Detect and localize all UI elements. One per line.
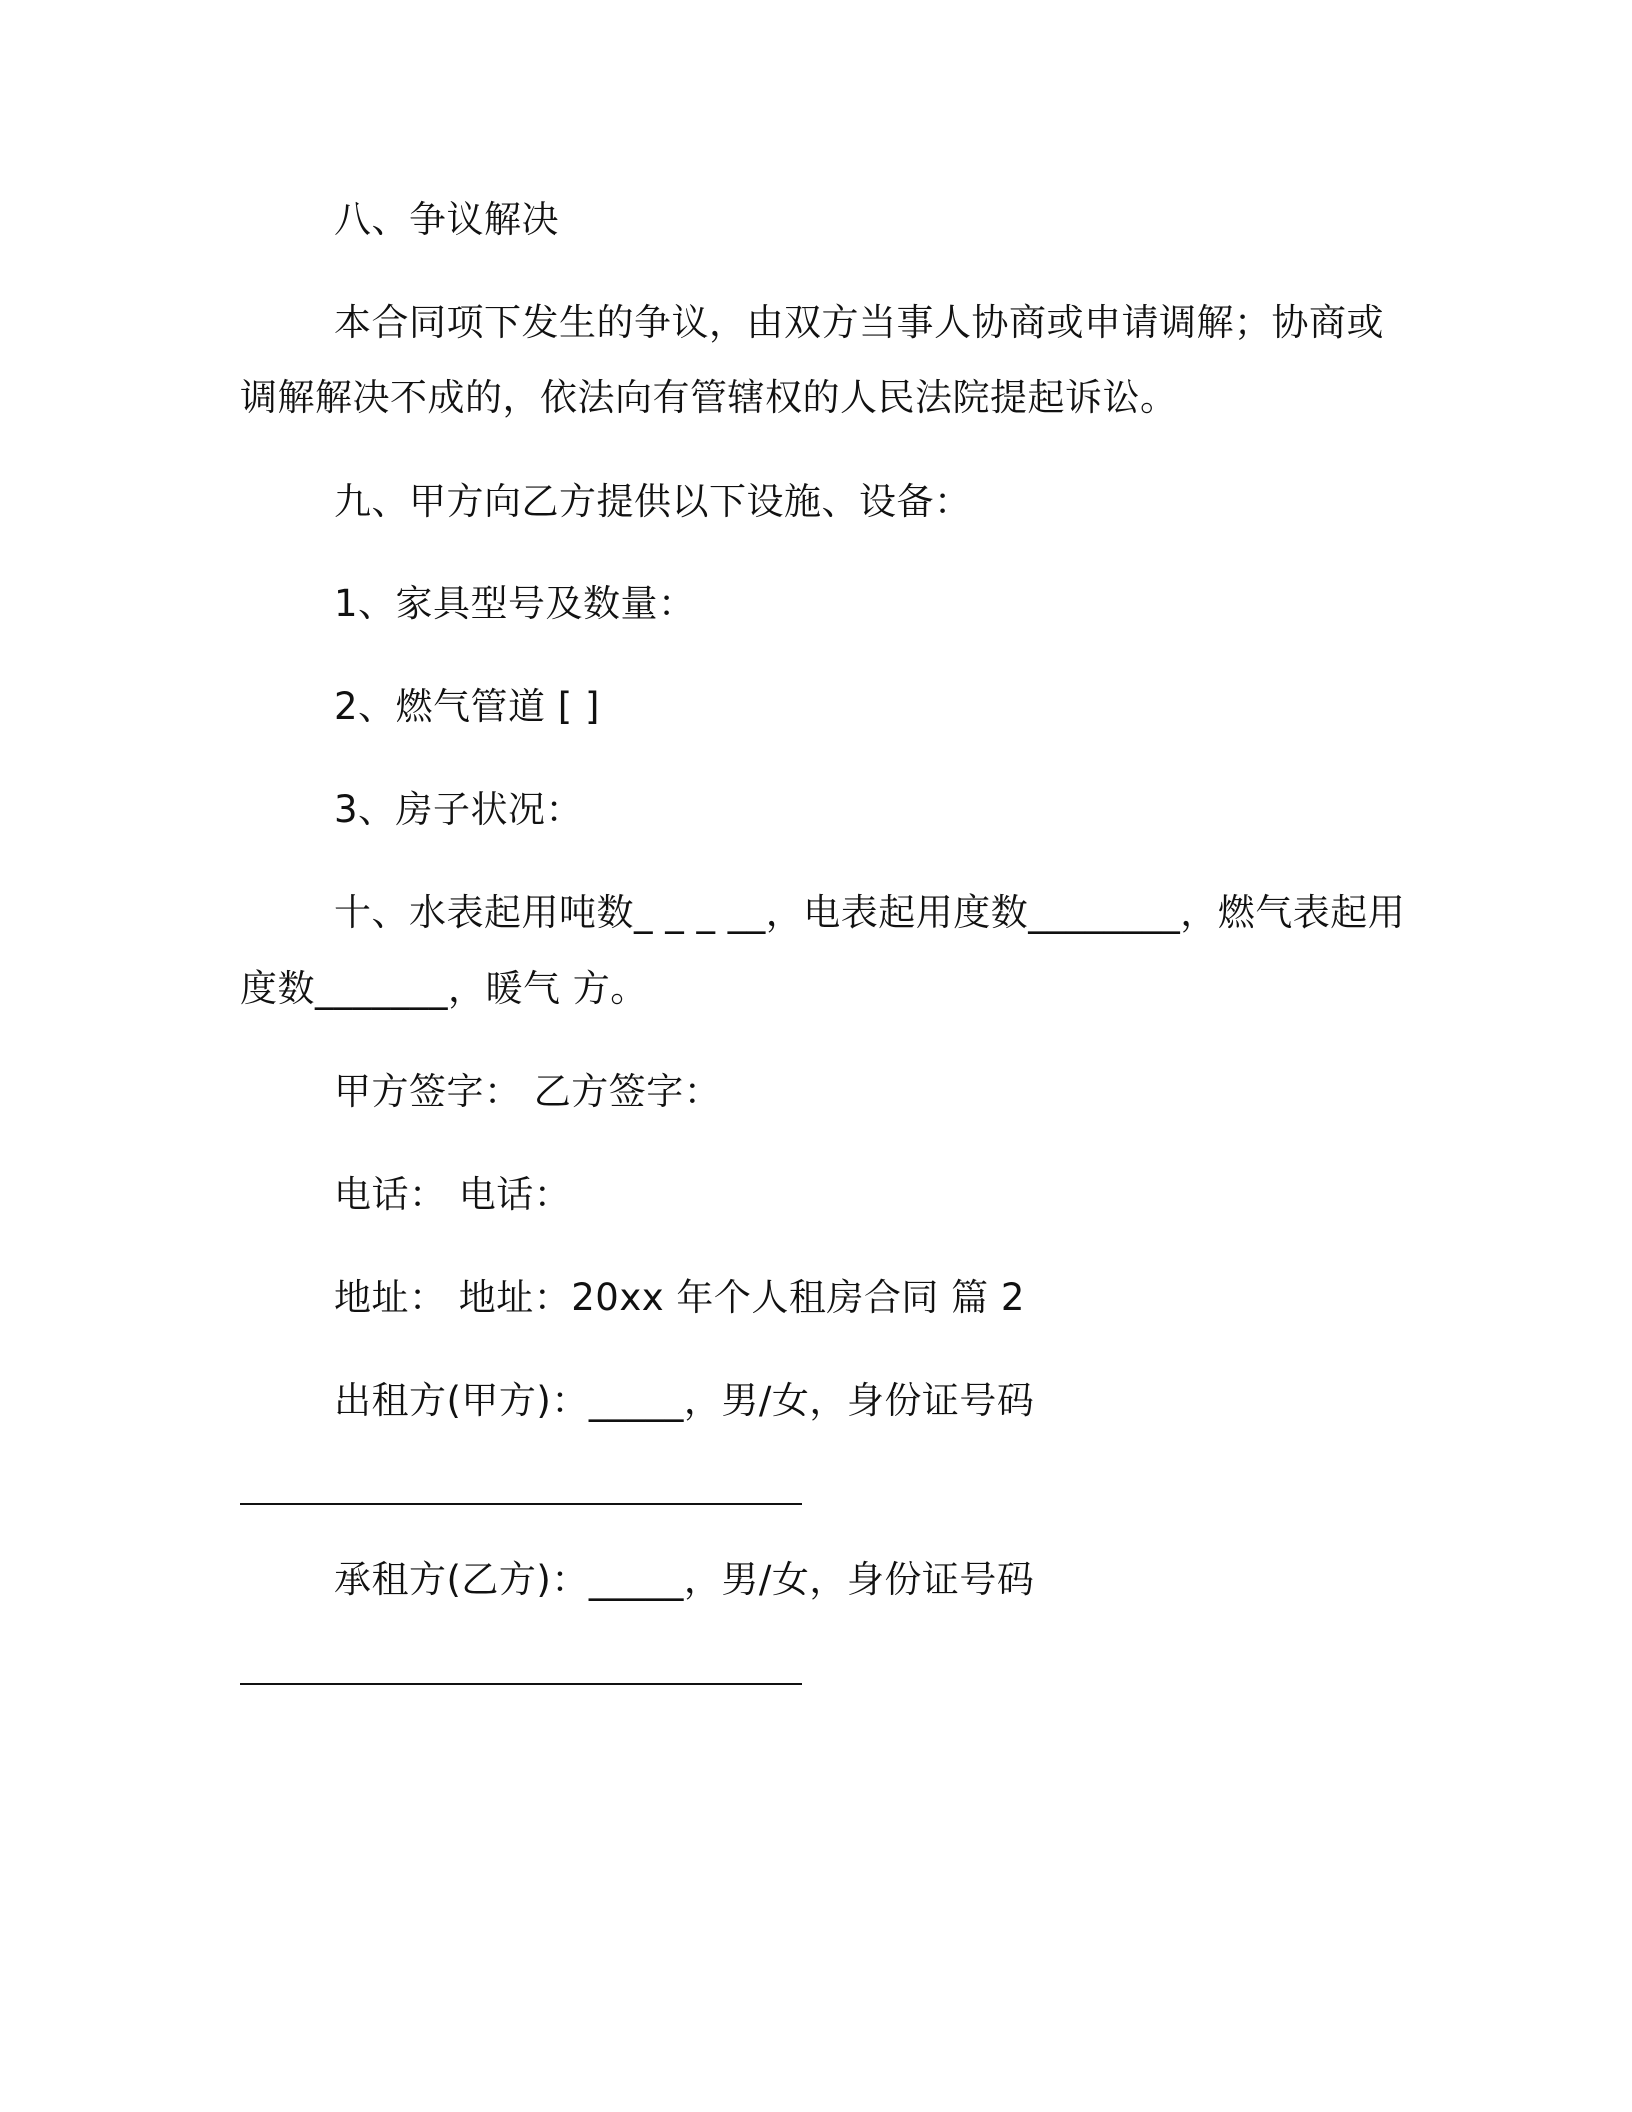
facility-item-gas-pipe: 2、燃气管道 [ ] [334, 685, 600, 728]
paragraph-dispute-line-2: 调解解决不成的，依法向有管辖权的人民法院提起诉讼。 [240, 376, 1178, 419]
section-meter-line-2: 度数_______，暖气 方。 [240, 967, 648, 1010]
phone-line: 电话： 电话： [334, 1173, 572, 1216]
facility-item-furniture: 1、家具型号及数量： [334, 582, 696, 625]
lessee-line: 承租方(乙方)：_____，男/女，身份证号码 [334, 1558, 1035, 1601]
section-meter-line-1: 十、水表起用吨数_ _ _ __，电表起用度数________，燃气表起用 [334, 891, 1406, 934]
lessee-id-blank-rule [240, 1683, 802, 1685]
section-heading-facilities: 九、甲方向乙方提供以下设施、设备： [334, 480, 972, 523]
section-heading-dispute: 八、争议解决 [334, 198, 559, 241]
address-line: 地址： 地址：20xx 年个人租房合同 篇 2 [334, 1276, 1025, 1319]
lessor-line: 出租方(甲方)：_____，男/女，身份证号码 [334, 1379, 1035, 1422]
paragraph-dispute-line-1: 本合同项下发生的争议，由双方当事人协商或申请调解；协商或 [334, 301, 1384, 344]
facility-item-house-condition: 3、房子状况： [334, 788, 584, 831]
lessor-id-blank-rule [240, 1503, 802, 1505]
signature-line: 甲方签字： 乙方签字： [334, 1070, 722, 1113]
